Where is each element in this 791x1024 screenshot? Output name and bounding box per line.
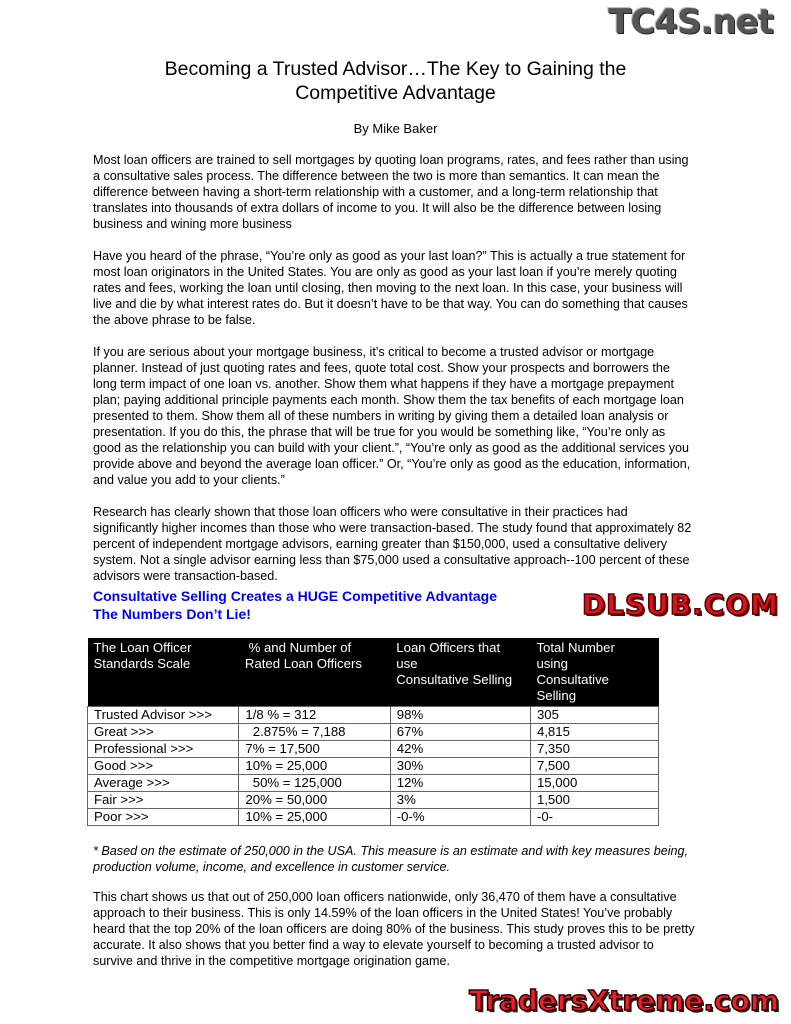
column-header	[390, 638, 530, 707]
table-cell: -0-	[530, 809, 658, 826]
header-line: Loan Officers that	[396, 640, 501, 655]
header-line: Selling	[536, 688, 577, 703]
table-cell: 7,500	[530, 758, 658, 775]
document-flow	[0, 57, 791, 969]
table-cell: Good >>>	[88, 758, 239, 775]
table-row	[88, 775, 659, 792]
header-line: Standards Scale	[93, 656, 191, 671]
tradersxtreme-watermark: TradersXtreme.com	[469, 984, 779, 1017]
header-line: % and Number of	[244, 640, 352, 655]
column-header	[530, 638, 658, 707]
table-cell: -0-%	[390, 809, 530, 826]
table-cell: 305	[530, 707, 658, 724]
document-title	[0, 57, 791, 105]
table-cell: 1,500	[530, 792, 658, 809]
header-line: The Loan Officer	[93, 640, 192, 655]
table-cell: 4,815	[530, 724, 658, 741]
paragraph: Research has clearly shown that those loan officers who were consultative in their practices had significantly higher incomes than those who were transaction-based. The study found that approximately 82 percent of independent mortgage advisors, earning greater than $150,000, used a consultative delivery system. Not a single advisor earning less than $75,000 used a consultative approach--100 percent of these advisors were transaction-based.	[93, 505, 692, 583]
paragraph: Most loan officers are trained to sell mortgages by quoting loan programs, rates, and fees rather than using a consultative sales process. The difference between the two is more than semantics. It can mean the difference between having a short-term relationship with a customer, and a long-term relationship that translates into thousands of extra dollars of income to you. It will also be the difference between losing business and wining more business	[93, 153, 689, 231]
standards-table	[87, 638, 659, 826]
table-cell: 98%	[390, 707, 530, 724]
paragraph: If you are serious about your mortgage business, it’s critical to become a trusted advisor or mortgage planner. Instead of just quoting rates and fees, quote total cost. Show your prospects and borrowers the long term impact of one loan vs. another. Show them what happens if they have a mortgage prepayment plan; paying additional principle payments each month. Show them the tax benefits of each mortgage loan presented to them. Show them all of these numbers in writing by giving them a detailed loan analysis or presentation. If you do this, the phrase that will be true for you would be something like, “You’re only as good as the relationship you can build with your client.”, “You’re only as good as the additional services you provide above and beyond the average loan officer.” Or, “You’re only as good as the education, information, and value you add to your clients.”	[93, 345, 691, 487]
table-cell: 1/8 % = 312	[239, 707, 390, 724]
byline: By Mike Baker	[353, 121, 438, 136]
header-line: Consultative	[536, 672, 610, 687]
heading-line: Consultative Selling Creates a HUGE Competitive Advantage	[93, 588, 498, 604]
table-cell: Great >>>	[88, 724, 239, 741]
table-cell: 7% = 17,500	[239, 741, 390, 758]
table-cell: 3%	[390, 792, 530, 809]
table-cell: 10% = 25,000	[239, 758, 390, 775]
column-header	[239, 638, 390, 707]
header-line: using	[536, 656, 568, 671]
title-line: Competitive Advantage	[295, 82, 496, 104]
paragraph: Have you heard of the phrase, “You’re only as good as your last loan?” This is actually a true statement for most loan originators in the United States. You are only as good as your last loan if you’re merely quoting rates and fees, working the loan until closing, then moving to the next loan. In this case, your business will live and die by what interest rates do. But it doesn’t have to be that way. You can do something that causes the above phrase to be false.	[93, 249, 688, 327]
table-cell: 7,350	[530, 741, 658, 758]
header-line: use	[396, 656, 418, 671]
table-cell: 30%	[390, 758, 530, 775]
table-cell: Fair >>>	[88, 792, 239, 809]
table-cell: 20% = 50,000	[239, 792, 390, 809]
heading-row	[93, 587, 783, 623]
header-line: Total Number	[536, 640, 615, 655]
table-cell: Trusted Advisor >>>	[88, 707, 239, 724]
table-row	[88, 724, 659, 741]
header-line: Consultative Selling	[396, 672, 513, 687]
table-header-row	[88, 638, 659, 707]
table-cell: Professional >>>	[88, 741, 239, 758]
table-cell: Average >>>	[88, 775, 239, 792]
footnote: * Based on the estimate of 250,000 in the USA. This measure is an estimate and with key measures being, production volume, income, and excellence in customer service.	[93, 844, 689, 874]
section-heading	[93, 587, 497, 623]
table-row	[88, 707, 659, 724]
table-row	[88, 809, 659, 826]
table-cell: 10% = 25,000	[239, 809, 390, 826]
table-cell: 12%	[390, 775, 530, 792]
table-cell: 67%	[390, 724, 530, 741]
closing-paragraph: This chart shows us that out of 250,000 loan officers nationwide, only 36,470 of them have a consultative approach to their business. This is only 14.59% of the loan officers in the United States! You’ve probably heard that the top 20% of the loan officers are doing 80% of the business. This study proves this to be pretty accurate. It also shows that you better find a way to elevate yourself to becoming a trusted advisor to survive and thrive in the competitive mortgage origination game.	[93, 890, 695, 968]
table-cell: 50% = 125,000	[239, 775, 390, 792]
table-cell: 2.875% = 7,188	[239, 724, 390, 741]
table-row	[88, 792, 659, 809]
body-text	[93, 152, 696, 584]
table-row	[88, 758, 659, 775]
heading-line: The Numbers Don’t Lie!	[93, 606, 251, 622]
title-line: Becoming a Trusted Advisor…The Key to Gaining the	[164, 58, 627, 80]
table-cell: Poor >>>	[88, 809, 239, 826]
dlsub-watermark: DLSUB.COM	[581, 588, 779, 621]
table-row	[88, 741, 659, 758]
table-cell: 15,000	[530, 775, 658, 792]
column-header	[88, 638, 239, 707]
table-cell: 42%	[390, 741, 530, 758]
header-line: Rated Loan Officers	[244, 656, 362, 671]
tc4s-watermark: TC4S.net	[608, 2, 773, 42]
